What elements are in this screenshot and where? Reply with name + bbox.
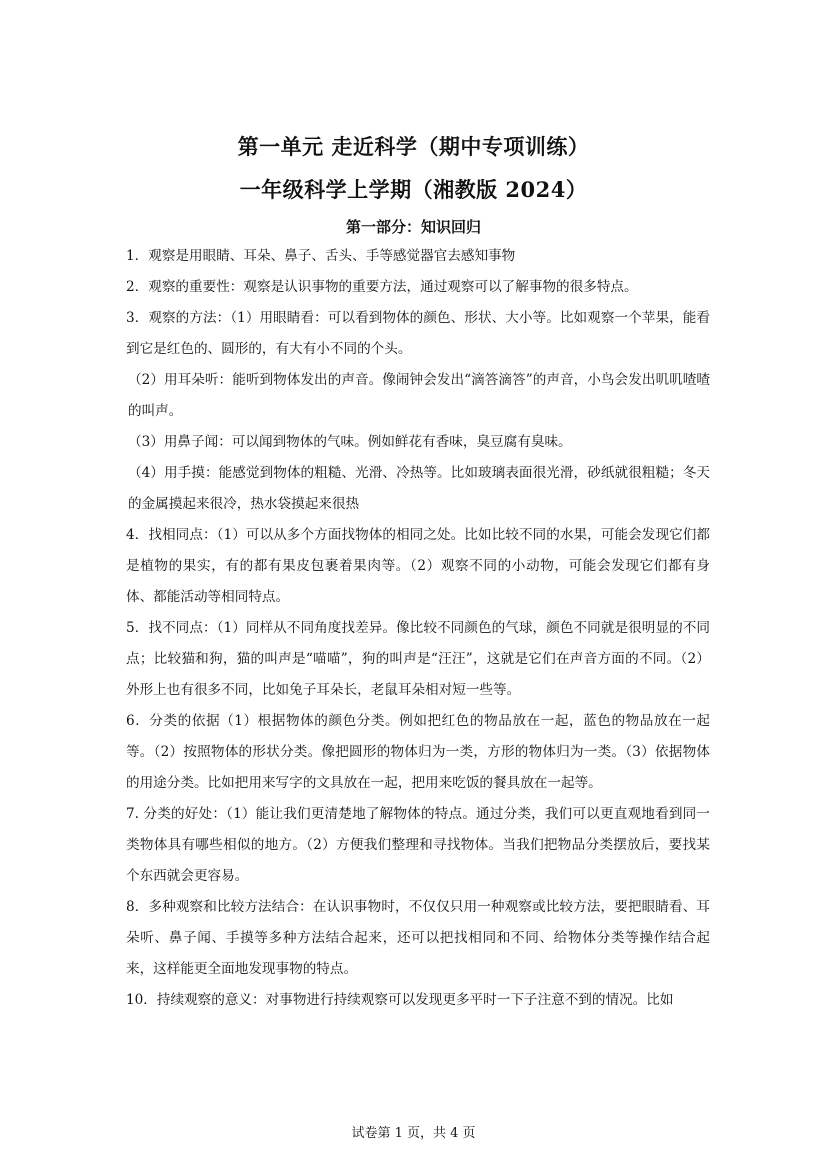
- paragraph: 1．观察是用眼睛、耳朵、鼻子、舌头、手等感觉器官去感知事物: [126, 248, 516, 264]
- paragraph: 7. 分类的好处：（1）能让我们更清楚地了解物体的特点。通过分类，我们可以更直观地看到同一类物体具有哪些相似的地方。（2）方便我们整理和寻找物体。当我们把物品分类摆放后，要找某个东西就会更容易。: [126, 806, 710, 884]
- paragraph: （2）用耳朵听：能听到物体发出的声音。像闹钟会发出“滴答滴答”的声音，小鸟会发出叽叽喳喳的叫声。: [128, 372, 710, 419]
- document-body: [126, 241, 710, 1016]
- paragraph: （3）用鼻子闻：可以闻到物体的气味。例如鲜花有香味，臭豆腐有臭味。: [128, 434, 572, 450]
- section-heading: 第一部分：知识回归: [345, 218, 481, 236]
- paragraph: 4．找相同点：（1）可以从多个方面找物体的相同之处。比如比较不同的水果，可能会发现它们都是植物的果实，有的都有果皮包裹着果肉等。（2）观察不同的小动物，可能会发现它们都有身体、都能活动等相同特点。: [126, 527, 710, 605]
- page-footer: 试卷第 1 页，共 4 页: [351, 1126, 476, 1141]
- paragraph: 3．观察的方法：（1）用眼睛看：可以看到物体的颜色、形状、大小等。比如观察一个苹果，能看到它是红色的、圆形的，有大有小不同的个头。: [126, 310, 710, 357]
- paragraph: 2．观察的重要性：观察是认识事物的重要方法，通过观察可以了解事物的很多特点。: [126, 279, 638, 295]
- page-subtitle: 一年级科学上学期（湘教版 2024）: [239, 177, 588, 202]
- paragraph: 6．分类的依据（1）根据物体的颜色分类。例如把红色的物品放在一起，蓝色的物品放在一起等。（2）按照物体的形状分类。像把圆形的物体归为一类，方形的物体归为一类。（3）依据物体的用途分类。比如把用来写字的文具放在一起，把用来吃饭的餐具放在一起等。: [126, 713, 710, 791]
- paragraph: 8．多种观察和比较方法结合：在认识事物时，不仅仅只用一种观察或比较方法，要把眼睛看、耳朵听、鼻子闻、手摸等多种方法结合起来，还可以把找相同和不同、给物体分类等操作结合起来，这样能更全面地发现事物的特点。: [126, 899, 710, 977]
- paragraph: 10．持续观察的意义：对事物进行持续观察可以发现更多平时一下子注意不到的情况。比如: [126, 992, 674, 1008]
- paragraph: （4）用手摸：能感觉到物体的粗糙、光滑、冷热等。比如玻璃表面很光滑，砂纸就很粗糙；冬天的金属摸起来很冷，热水袋摸起来很热: [128, 465, 710, 512]
- page-title: 第一单元 走近科学（期中专项训练）: [237, 134, 590, 159]
- paragraph: 5．找不同点：（1）同样从不同角度找差异。像比较不同颜色的气球，颜色不同就是很明显的不同点；比较猫和狗，猫的叫声是“喵喵”，狗的叫声是“汪汪”，这就是它们在声音方面的不同。（2）外形上也有很多不同，比如兔子耳朵长，老鼠耳朵相对短一些等。: [126, 620, 710, 698]
